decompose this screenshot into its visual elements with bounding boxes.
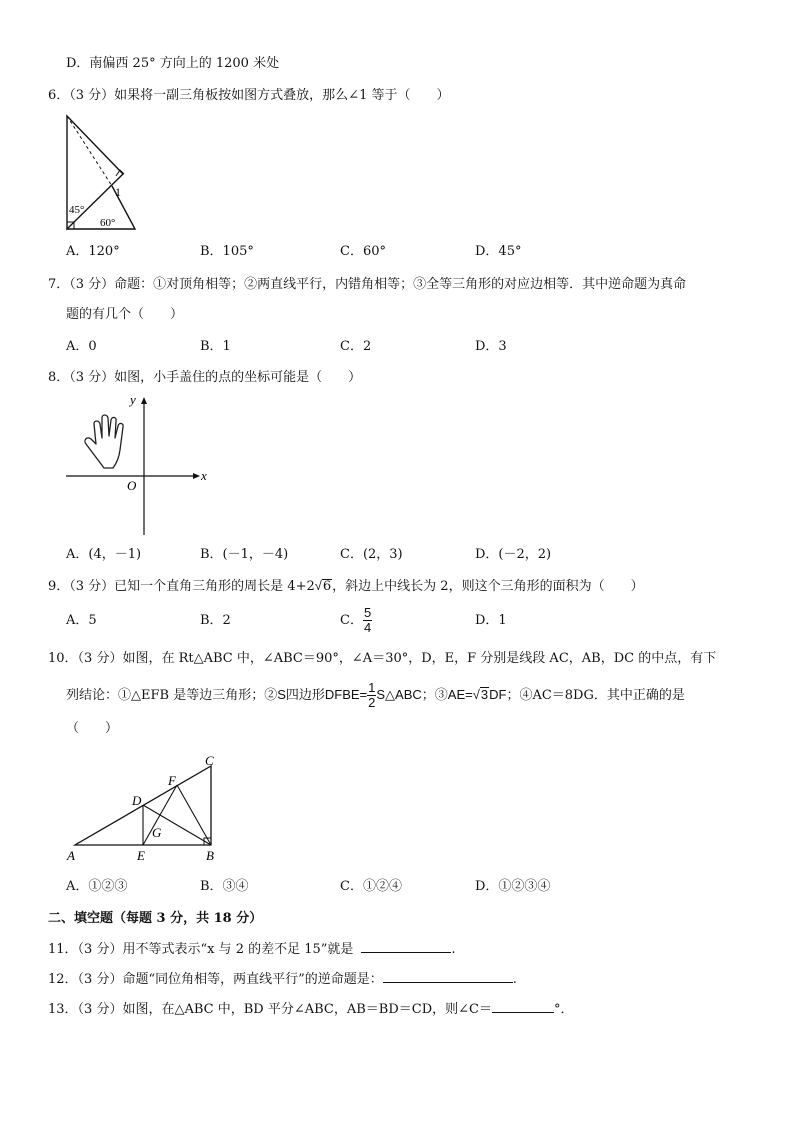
q8-x-arrow bbox=[193, 473, 200, 479]
q7-option-a: A．0 bbox=[66, 339, 97, 354]
q6-angle60-label: 60° bbox=[100, 217, 116, 229]
q6-option-b: B．105° bbox=[200, 244, 254, 259]
sqrt-symbol: √ bbox=[472, 687, 480, 702]
q9-stem-pre: 9．（3 分）已知一个直角三角形的周长是 4+2 bbox=[48, 579, 315, 594]
q11-answer-blank[interactable] bbox=[361, 940, 451, 953]
q6-option-a: A．120° bbox=[66, 244, 120, 259]
q9-option-a: A．5 bbox=[66, 613, 97, 628]
section2-heading: 二、填空题（每题 3 分，共 18 分） bbox=[48, 911, 263, 926]
q6-angle1-label: 1 bbox=[115, 185, 121, 199]
q8-y-label: y bbox=[130, 392, 136, 407]
q10-line2-part2: ；③ bbox=[421, 688, 448, 703]
q10-stem-line2 bbox=[66, 680, 685, 711]
q13-stem: 13．（3 分）如图，在△ABC 中，BD 平分∠ABC，AB＝BD＝CD，则∠C＝ bbox=[48, 1002, 492, 1017]
q10-half-denominator: 2 bbox=[368, 695, 376, 710]
q10-ae-pre: AE= bbox=[447, 687, 473, 702]
q10-figure bbox=[60, 748, 230, 868]
q6-dashed-line bbox=[67, 116, 112, 186]
q10-answer-paren: （ ） bbox=[66, 721, 119, 736]
q10-sqrt3-arg: 3 bbox=[480, 687, 489, 702]
hand-icon bbox=[85, 415, 123, 468]
q9-option-d: D．1 bbox=[475, 613, 507, 628]
q10-option-c: C．①②④ bbox=[340, 879, 402, 894]
q9-stem-post: ，斜边上中线长为 2，则这个三角形的面积为（ ） bbox=[332, 579, 644, 594]
q10-half-numerator: 1 bbox=[368, 680, 376, 695]
q7-option-c: C．2 bbox=[340, 339, 372, 354]
q6-stem: 6．（3 分）如果将一副三角板按如图方式叠放，那么∠1 等于（ ） bbox=[48, 88, 450, 103]
q8-option-b: B．(－1，－4) bbox=[200, 547, 289, 562]
q12-line bbox=[48, 970, 517, 989]
q9-option-c-label: C． bbox=[340, 613, 363, 628]
q9-option-b: B．2 bbox=[200, 613, 231, 628]
q8-option-c: C．(2，3) bbox=[340, 547, 403, 562]
q10-half-fraction bbox=[367, 681, 376, 710]
q5-option-d: D．南偏西 25° 方向上的 1200 米处 bbox=[66, 56, 280, 71]
q10-line2-part1: 列结论：①△EFB 是等边三角形；② bbox=[66, 688, 278, 703]
q10-segment-FB bbox=[177, 785, 211, 845]
q13-line bbox=[48, 1000, 573, 1019]
q11-stem: 11．（3 分）用不等式表示“x 与 2 的差不足 15”就是 bbox=[48, 942, 354, 957]
q7-option-b: B．1 bbox=[200, 339, 231, 354]
q9-sqrt-arg: 6 bbox=[322, 579, 332, 594]
q6-option-d: D．45° bbox=[475, 244, 522, 259]
q10-line2-part3: ；④AC＝8DG．其中正确的是 bbox=[506, 688, 685, 703]
q13-answer-blank[interactable] bbox=[492, 1000, 554, 1013]
q10-s-abc: S△ABC bbox=[376, 687, 422, 702]
q10-option-d: D．①②③④ bbox=[475, 879, 551, 894]
q12-answer-blank[interactable] bbox=[383, 970, 513, 983]
q7-stem-line1: 7．（3 分）命题：①对顶角相等；②两直线平行，内错角相等；③全等三角形的对应边相等．其中逆命题为真命 bbox=[48, 277, 687, 292]
q7-option-d: D．3 bbox=[475, 339, 507, 354]
q8-x-label: x bbox=[201, 468, 207, 483]
q10-label-F: F bbox=[168, 773, 176, 788]
q10-label-C: C bbox=[205, 753, 214, 768]
q8-figure bbox=[60, 390, 220, 538]
sqrt-symbol: √ bbox=[314, 578, 322, 593]
q10-label-B: B bbox=[206, 848, 214, 863]
q9-option-c bbox=[340, 603, 372, 639]
q9-stem bbox=[48, 577, 644, 596]
q10-s-quad: S四边形DFBE bbox=[277, 687, 360, 702]
q10-equals: = bbox=[359, 687, 368, 702]
q6-angle45-label: 45° bbox=[69, 204, 85, 216]
q10-ae-post: DF bbox=[489, 687, 507, 702]
q7-stem-line2: 题的有几个（ ） bbox=[66, 307, 184, 322]
q10-label-E: E bbox=[137, 848, 145, 863]
q8-y-arrow bbox=[141, 397, 147, 404]
q10-option-b: B．③④ bbox=[200, 879, 249, 894]
q8-origin-label: O bbox=[127, 478, 137, 493]
q10-label-G: G bbox=[152, 825, 162, 840]
q12-end: . bbox=[512, 972, 517, 987]
q10-label-A: A bbox=[67, 848, 75, 863]
q12-stem: 12．（3 分）命题“同位角相等，两直线平行”的逆命题是： bbox=[48, 972, 383, 987]
q9-fraction-denominator: 4 bbox=[363, 620, 372, 635]
q10-option-a: A．①②③ bbox=[66, 879, 128, 894]
q13-end: °． bbox=[553, 1002, 574, 1017]
q11-line bbox=[48, 940, 456, 959]
q11-end: . bbox=[451, 942, 456, 957]
q6-figure bbox=[60, 112, 140, 234]
q9-fraction-numerator: 5 bbox=[363, 605, 372, 620]
q9-option-c-fraction bbox=[363, 606, 372, 635]
q8-option-a: A．(4，－1) bbox=[66, 547, 142, 562]
q10-stem-line1: 10．（3 分）如图，在 Rt△ABC 中，∠ABC＝90°，∠A＝30°，D，E，F 分别是线段 AC，AB，DC 的中点，有下 bbox=[48, 651, 717, 666]
q10-label-D: D bbox=[132, 793, 142, 808]
q8-option-d: D．(－2，2) bbox=[475, 547, 552, 562]
q6-option-c: C．60° bbox=[340, 244, 386, 259]
q8-stem: 8．（3 分）如图，小手盖住的点的坐标可能是（ ） bbox=[48, 370, 362, 385]
